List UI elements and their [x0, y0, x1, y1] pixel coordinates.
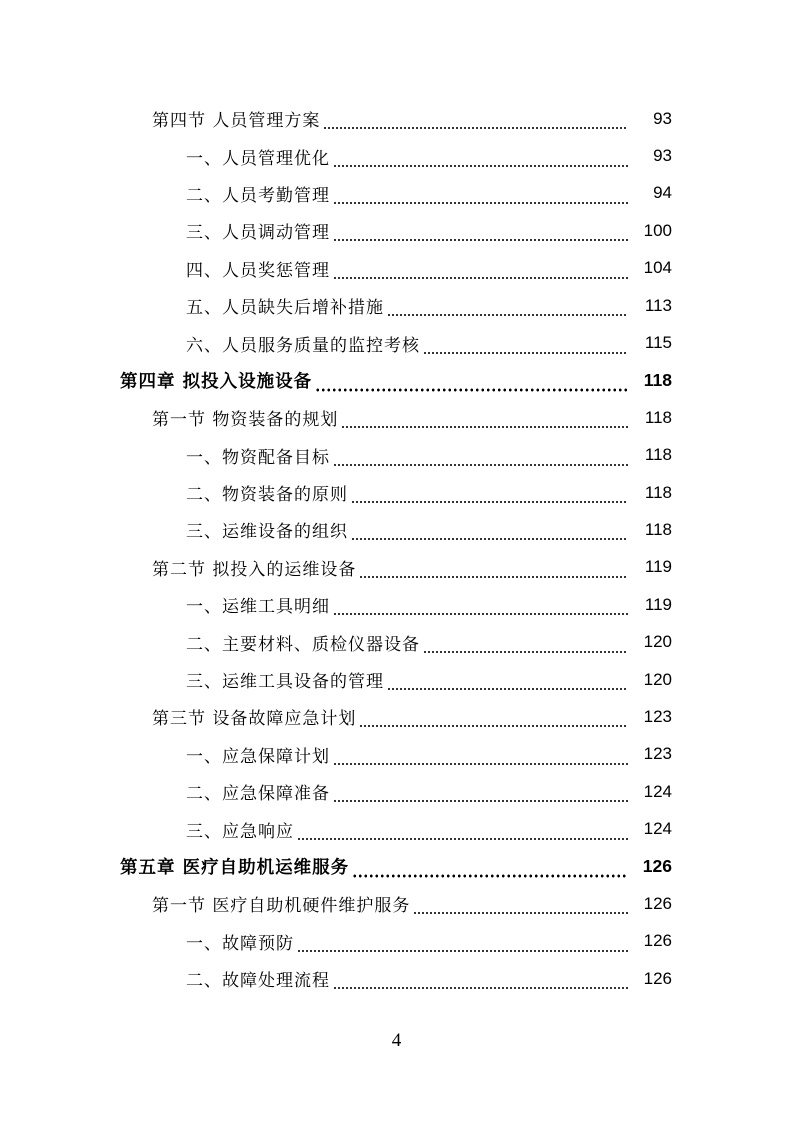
dot-leader	[351, 487, 628, 504]
toc-entry-title: 一、人员管理优化	[186, 148, 330, 169]
toc-entry-title: 第三节 设备故障应急计划	[152, 709, 357, 730]
toc-entry-title: 三、应急响应	[186, 821, 294, 842]
toc-entry-title: 第一节 物资装备的规划	[152, 410, 339, 431]
toc-subsection-entry[interactable]	[0, 474, 793, 511]
toc-section-entry[interactable]	[0, 399, 793, 436]
toc-subsection-entry[interactable]	[0, 437, 793, 474]
toc-entry-page: 126	[643, 968, 672, 988]
toc-entry-page: 123	[643, 744, 672, 764]
toc-subsection-entry[interactable]	[0, 250, 793, 287]
toc-entry-title: 三、运维设备的组织	[186, 522, 348, 543]
toc-entry-title: 一、运维工具明细	[186, 597, 330, 618]
toc-subsection-entry[interactable]	[0, 287, 793, 324]
toc-chapter-entry[interactable]	[0, 848, 793, 885]
dot-leader	[333, 973, 628, 990]
dot-leader	[333, 749, 628, 766]
toc-entry-title: 一、故障预防	[186, 933, 294, 954]
toc-entry-page: 124	[643, 781, 672, 801]
toc-entry-page: 120	[643, 669, 672, 689]
dot-leader	[333, 151, 628, 168]
toc-entry-title: 五、人员缺失后增补措施	[186, 298, 384, 319]
toc-entry-title: 四、人员奖惩管理	[186, 260, 330, 281]
toc-chapter-entry[interactable]	[0, 362, 793, 399]
toc-section-entry[interactable]	[0, 698, 793, 735]
toc-entry-title: 一、物资配备目标	[186, 447, 330, 468]
toc-entry-page: 119	[644, 557, 672, 577]
page-number: 4	[391, 1030, 402, 1051]
toc-entry-title: 三、人员调动管理	[186, 223, 330, 244]
toc-subsection-entry[interactable]	[0, 661, 793, 698]
toc-subsection-entry[interactable]	[0, 923, 793, 960]
toc-entry-title: 第五章 医疗自助机运维服务	[120, 858, 350, 878]
toc-entry-title: 二、应急保障准备	[186, 784, 330, 805]
toc-subsection-entry[interactable]	[0, 212, 793, 249]
dot-leader	[297, 824, 628, 841]
toc-entry-page: 118	[644, 482, 672, 502]
toc-entry-page: 94	[653, 183, 672, 203]
dot-leader	[297, 936, 628, 953]
toc-section-entry[interactable]	[0, 100, 793, 137]
toc-subsection-entry[interactable]	[0, 623, 793, 660]
toc-subsection-entry[interactable]	[0, 586, 793, 623]
toc-entry-page: 118	[643, 369, 672, 390]
toc-subsection-entry[interactable]	[0, 773, 793, 810]
dot-leader	[333, 225, 628, 242]
toc-entry-page: 93	[653, 108, 672, 128]
toc-entry-page: 104	[643, 258, 672, 278]
dot-leader	[333, 450, 628, 467]
dot-leader	[351, 524, 628, 541]
toc-entry-title: 三、运维工具设备的管理	[186, 672, 384, 693]
dot-leader	[359, 711, 628, 728]
toc-subsection-entry[interactable]	[0, 810, 793, 847]
dot-leader	[423, 338, 628, 355]
toc-entry-page: 115	[644, 333, 672, 353]
toc-section-entry[interactable]	[0, 885, 793, 922]
toc-subsection-entry[interactable]	[0, 137, 793, 174]
toc-entry-title: 二、故障处理流程	[186, 971, 330, 992]
dot-leader	[315, 375, 628, 393]
toc-entry-page: 93	[653, 146, 672, 166]
toc-subsection-entry[interactable]	[0, 960, 793, 997]
toc-section-entry[interactable]	[0, 549, 793, 586]
toc-entry-page: 119	[644, 594, 672, 614]
dot-leader	[323, 113, 628, 130]
dot-leader	[333, 786, 628, 803]
toc-entry-title: 二、人员考勤管理	[186, 185, 330, 206]
dot-leader	[413, 898, 628, 915]
toc-entry-title: 第二节 拟投入的运维设备	[152, 559, 357, 580]
dot-leader	[387, 674, 628, 691]
toc-entry-title: 第四章 拟投入设施设备	[120, 371, 313, 392]
toc-entry-page: 123	[643, 706, 672, 726]
dot-leader	[341, 412, 628, 429]
toc-entry-page: 120	[643, 632, 672, 652]
toc-entry-page: 118	[644, 407, 672, 427]
toc-entry-title: 第四节 人员管理方案	[152, 111, 321, 132]
dot-leader	[387, 300, 628, 317]
toc-entry-title: 二、主要材料、质检仪器设备	[186, 634, 420, 655]
toc-subsection-entry[interactable]	[0, 324, 793, 361]
toc-entry-page: 118	[644, 445, 672, 465]
dot-leader	[333, 599, 628, 616]
toc-entry-page: 126	[643, 931, 672, 951]
toc-subsection-entry[interactable]	[0, 736, 793, 773]
toc-subsection-entry[interactable]	[0, 511, 793, 548]
toc-subsection-entry[interactable]	[0, 175, 793, 212]
dot-leader	[423, 637, 628, 654]
dot-leader	[352, 861, 628, 879]
toc-entry-page: 126	[643, 893, 672, 913]
toc-entry-page: 100	[643, 220, 672, 240]
dot-leader	[359, 562, 628, 579]
toc-entry-page: 124	[643, 819, 672, 839]
toc-entry-title: 六、人员服务质量的监控考核	[186, 335, 420, 356]
toc-entry-title: 一、应急保障计划	[186, 746, 330, 767]
toc-entry-page: 118	[644, 519, 672, 539]
toc-entry-title: 二、物资装备的原则	[186, 485, 348, 506]
toc-entry-page: 126	[642, 856, 672, 876]
toc-entry-title: 第一节 医疗自助机硬件维护服务	[152, 896, 411, 917]
dot-leader	[333, 263, 628, 280]
dot-leader	[333, 188, 628, 205]
table-of-contents	[0, 100, 793, 997]
toc-entry-page: 113	[644, 295, 672, 315]
